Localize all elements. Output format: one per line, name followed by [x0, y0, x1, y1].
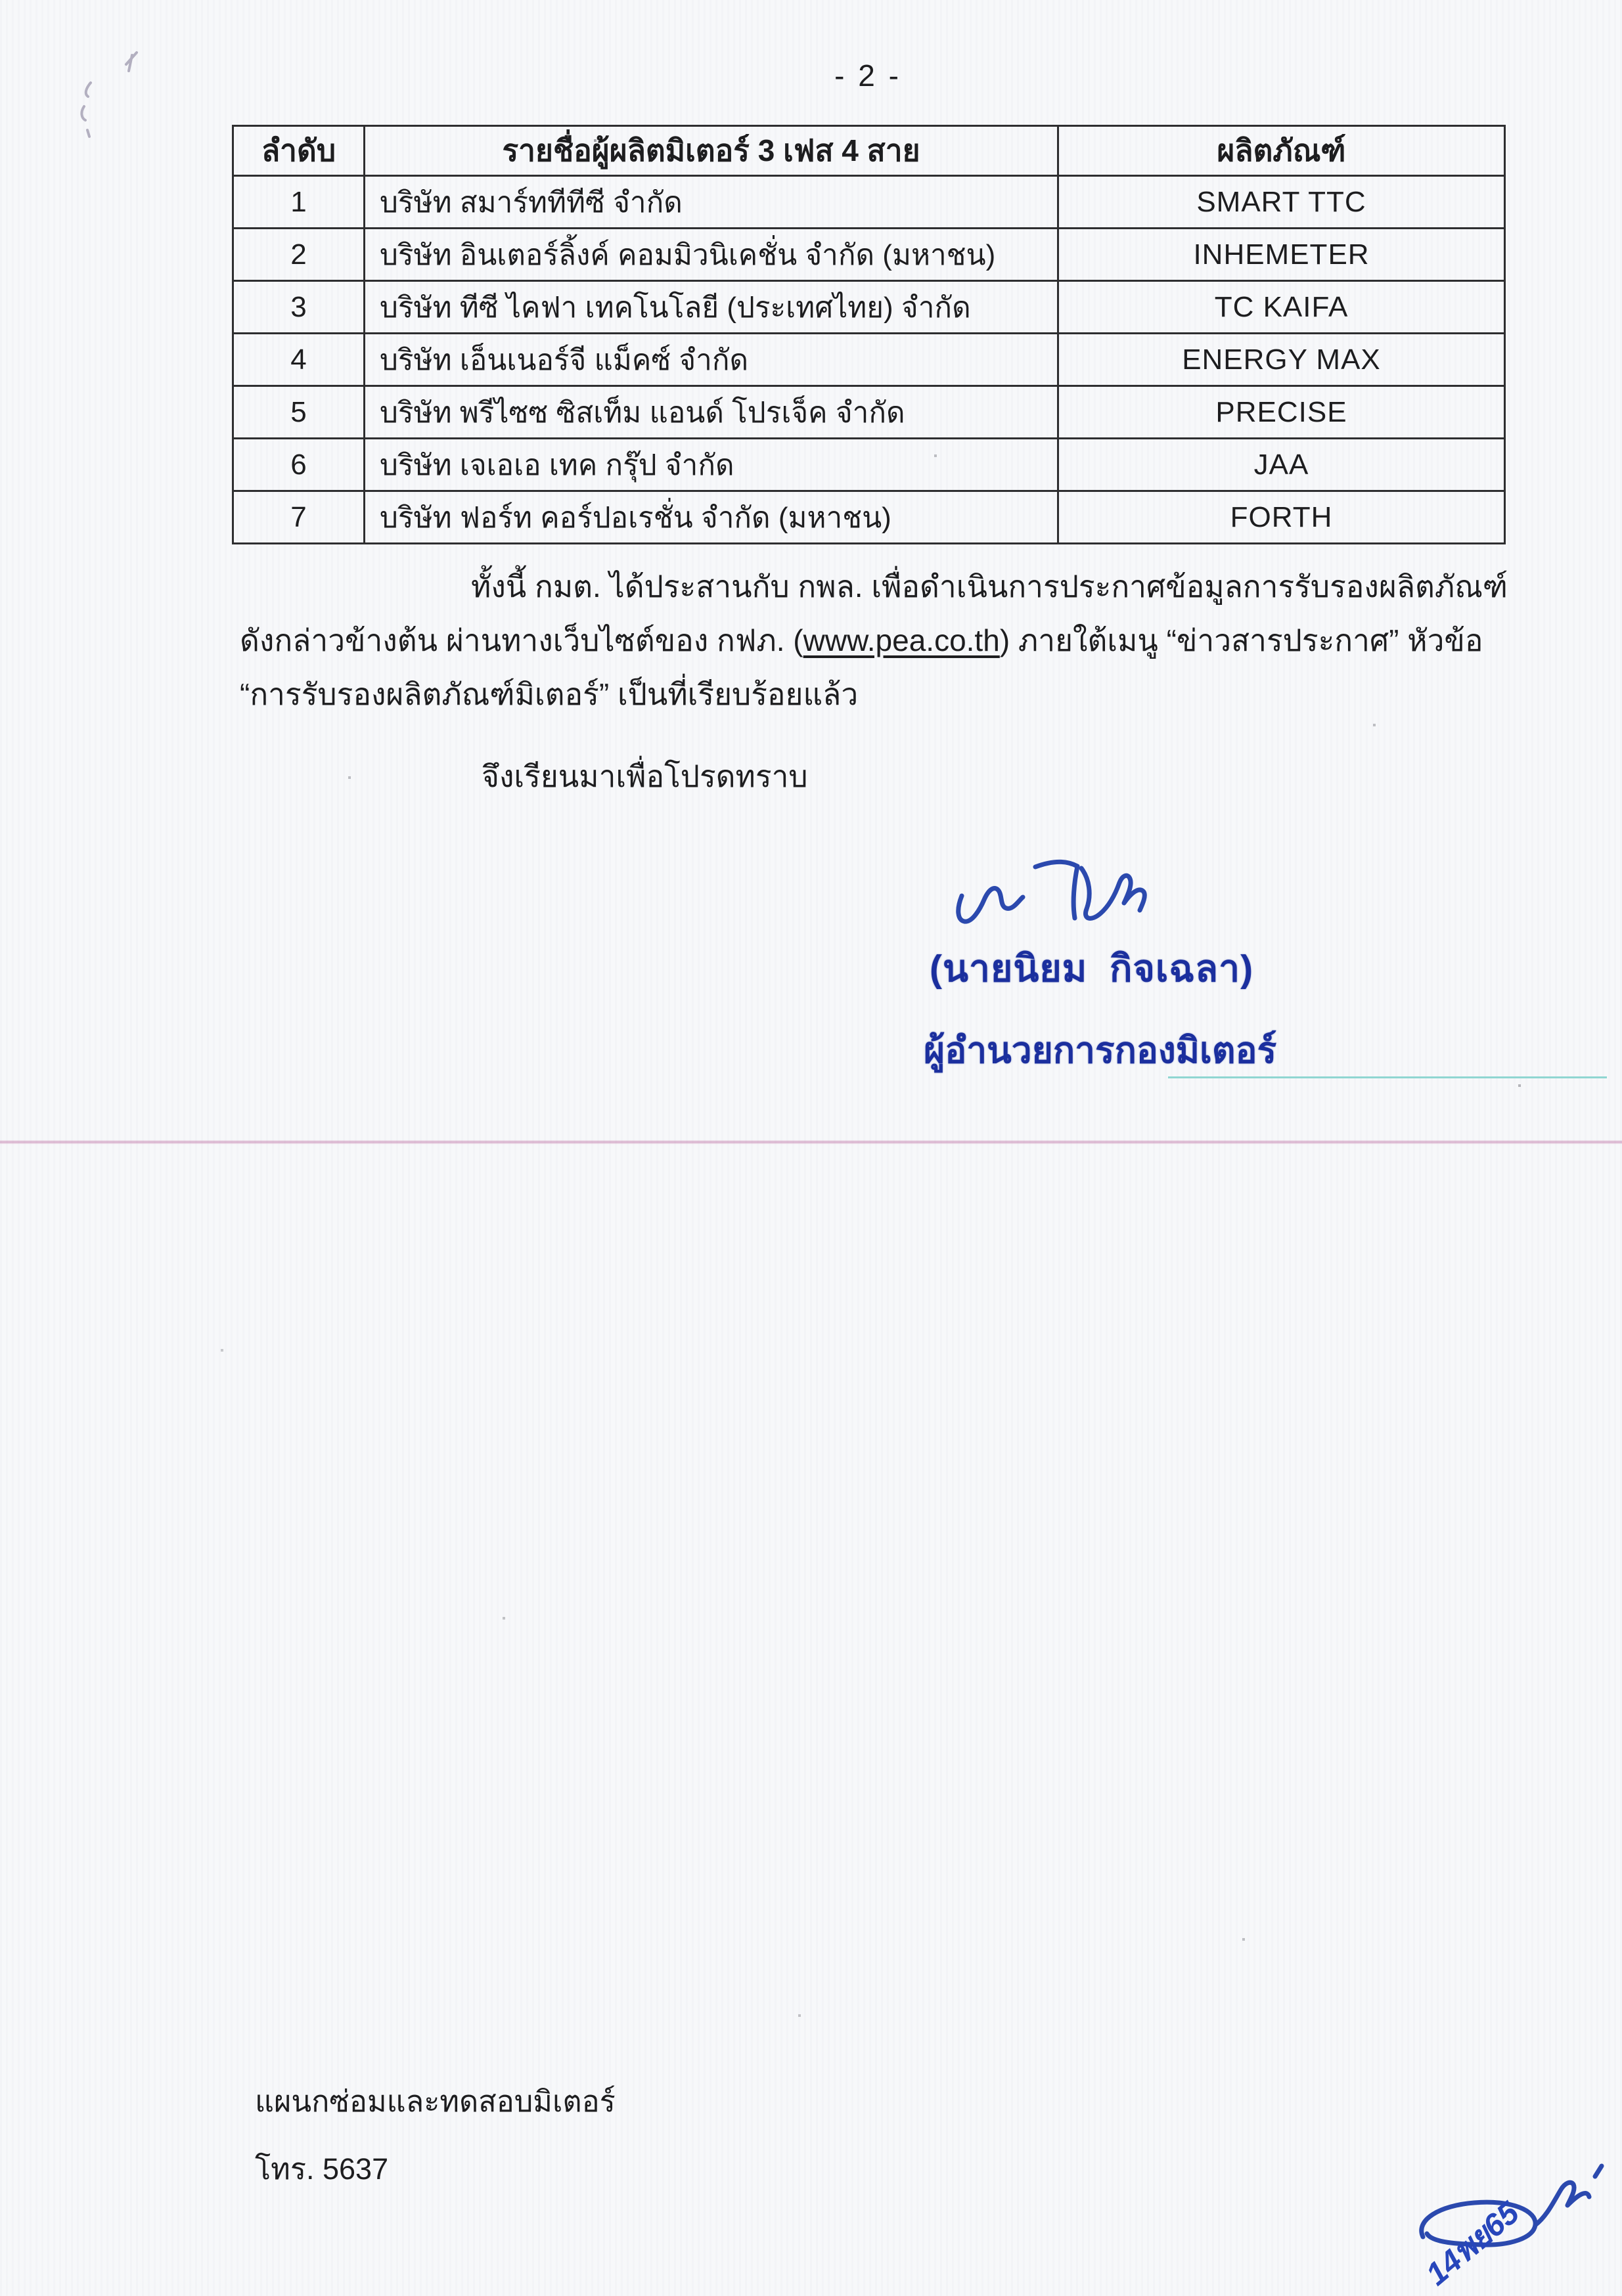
- scan-fold-line: [0, 1140, 1622, 1144]
- body-paragraph-line2-pre: ดังกล่าวข้างต้น ผ่านทางเว็บไซต์ของ กฟภ. (: [240, 623, 803, 657]
- pea-website-link[interactable]: www.pea.co.th: [803, 623, 1000, 657]
- table-row: [233, 334, 1505, 386]
- closing-line: จึงเรียนมาเพื่อโปรดทราบ: [482, 759, 808, 793]
- row-product: INHEMETER: [1058, 229, 1505, 281]
- col-header-index: ลำดับ: [233, 126, 365, 176]
- row-manufacturer: บริษัท ฟอร์ท คอร์ปอเรชั่น จำกัด (มหาชน): [365, 491, 1058, 544]
- manufacturer-table: [232, 125, 1506, 544]
- row-product: PRECISE: [1058, 386, 1505, 439]
- row-manufacturer: บริษัท ทีซี ไคฟา เทคโนโลยี (ประเทศไทย) จำกัด: [365, 281, 1058, 334]
- col-header-manufacturer: รายชื่อผู้ผลิตมิเตอร์ 3 เฟส 4 สาย: [365, 126, 1058, 176]
- table-row: [233, 439, 1505, 491]
- table-row: [233, 491, 1505, 544]
- scan-noise: [0, 0, 1, 1]
- row-index: 3: [233, 281, 365, 334]
- signature-ink-icon: [951, 851, 1181, 933]
- body-paragraph: [240, 560, 1508, 721]
- row-manufacturer: บริษัท เอ็นเนอร์จี แม็คซ์ จำกัด: [365, 334, 1058, 386]
- row-index: 6: [233, 439, 365, 491]
- pencil-marks-icon: [46, 46, 164, 151]
- body-paragraph-line1: ทั้งนี้ กมต. ได้ประสานกับ กพล. เพื่อดำเนินการประกาศข้อมูลการรับรองผลิตภัณฑ์: [471, 569, 1508, 604]
- row-manufacturer: บริษัท สมาร์ททีทีซี จำกัด: [365, 176, 1058, 229]
- handwritten-initial-icon: [1397, 2161, 1622, 2296]
- body-paragraph-line2: [240, 613, 1481, 667]
- footer-phone: โทร. 5637: [255, 2152, 389, 2186]
- row-index: 5: [233, 386, 365, 439]
- row-index: 2: [233, 229, 365, 281]
- table-row: [233, 176, 1505, 229]
- row-manufacturer: บริษัท อินเตอร์ลิ้งค์ คอมมิวนิเคชั่น จำกัด (มหาชน): [365, 229, 1058, 281]
- row-product: SMART TTC: [1058, 176, 1505, 229]
- row-product: JAA: [1058, 439, 1505, 491]
- row-index: 1: [233, 176, 365, 229]
- body-paragraph-line2-post: ) ภายใต้เมนู “ข่าวสารประกาศ” หัวข้อ: [999, 623, 1483, 657]
- row-index: 7: [233, 491, 365, 544]
- table-row: [233, 229, 1505, 281]
- scan-artifact-teal-line: [1168, 1076, 1607, 1078]
- table-row: [233, 386, 1505, 439]
- signer-name: (นายนิยม กิจเฉลา): [930, 948, 1254, 990]
- table-header-row: [233, 126, 1505, 176]
- page-number: - 2 -: [834, 58, 901, 93]
- col-header-product: ผลิตภัณฑ์: [1058, 126, 1505, 176]
- row-manufacturer: บริษัท เจเอเอ เทค กรุ๊ป จำกัด: [365, 439, 1058, 491]
- handwritten-date: 14พย65: [1420, 2195, 1526, 2293]
- row-product: ENERGY MAX: [1058, 334, 1505, 386]
- row-index: 4: [233, 334, 365, 386]
- body-paragraph-line3: “การรับรองผลิตภัณฑ์มิเตอร์” เป็นที่เรียบร้อยแล้ว: [240, 677, 859, 711]
- table-row: [233, 281, 1505, 334]
- row-product: FORTH: [1058, 491, 1505, 544]
- row-manufacturer: บริษัท พรีไซซ ซิสเท็ม แอนด์ โปรเจ็ค จำกัด: [365, 386, 1058, 439]
- footer-department: แผนกซ่อมและทดสอบมิเตอร์: [255, 2085, 616, 2118]
- signer-title: ผู้อำนวยการกองมิเตอร์: [924, 1030, 1277, 1071]
- row-product: TC KAIFA: [1058, 281, 1505, 334]
